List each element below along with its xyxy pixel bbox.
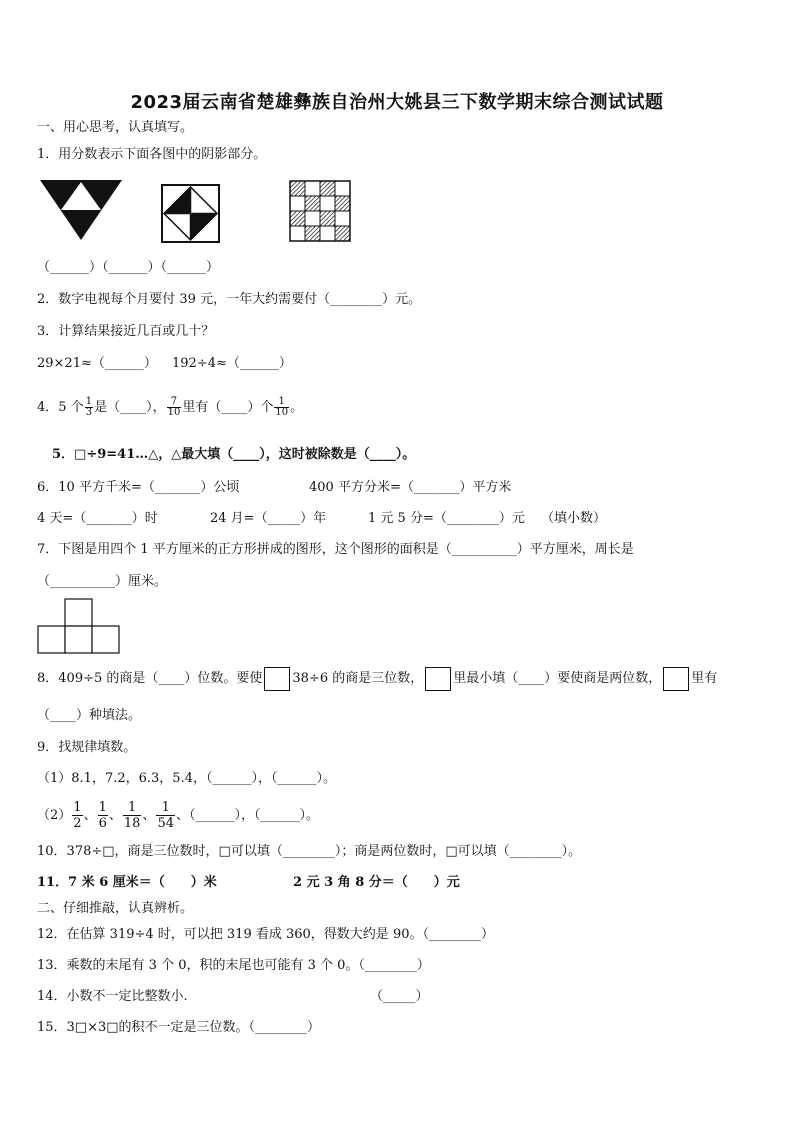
- question-6a: 6．10 平方千米=（_______）公顷: [37, 480, 240, 495]
- question-6b: 400 平方分米=（_______）平方米: [309, 480, 512, 495]
- question-3: 3．计算结果接近几百或几十？: [37, 324, 215, 339]
- question-9-2: （2） $\frac{1}{2}$ 、 $\frac{1}{6}$ 、 $\frac{1}{18}$ 、 $\frac{1}{54}$ 、（______），（______）。: [37, 800, 320, 831]
- question-1: 1．用分数表示下面各图中的阴影部分。: [37, 147, 267, 162]
- question-3b: 192÷4≈（______）: [172, 356, 292, 371]
- question-6c: 4 天=（_______）时: [37, 511, 158, 526]
- question-14-blank[interactable]: （_____）: [370, 989, 429, 1004]
- question-7-line2: （__________）厘米。: [37, 574, 168, 589]
- answer-box[interactable]: [425, 667, 451, 691]
- page-title: 2023届云南省楚雄彝族自治州大姚县三下数学期末综合测试试题: [130, 92, 664, 113]
- question-6d: 24 月=（_____）年: [210, 511, 327, 526]
- question-2: 2．数字电视每个月要付 39 元，一年大约需要付（________）元。: [37, 292, 422, 307]
- question-6e: 1 元 5 分=（________）元: [368, 511, 525, 526]
- question-10: 10．378÷□，商是三位数时，□可以填（________）；商是两位数时，□可以填（________）。: [37, 844, 582, 859]
- question-1-blanks[interactable]: （______）（______）（______）: [37, 260, 220, 275]
- answer-box[interactable]: [663, 667, 689, 691]
- section-2-heading: 二、仔细推敲，认真辨析。: [37, 901, 194, 916]
- question-4: 4．5 个 $\frac{1}{3}$ 是（____）， $\frac{7}{10}$ 里有（____）个 $\frac{1}{10}$ 。: [37, 396, 304, 418]
- question-7-line1: 7．下图是用四个 1 平方厘米的正方形拼成的图形，这个图形的面积是（__________）平方厘米，周长是: [37, 542, 634, 557]
- figure-triangle: [40, 180, 124, 242]
- figure-grid-hatched: [289, 180, 351, 242]
- question-8: 8．409÷5 的商是（____）位数。要使 38÷6 的商是三位数， 里最小填（____）要使商是两位数， 里有: [37, 666, 717, 692]
- question-6-note: （填小数）: [541, 511, 607, 526]
- question-9-1: （1）8.1，7.2，6.3，5.4，（______），（______）。: [37, 771, 336, 786]
- figure-square-triangles: [161, 184, 221, 244]
- figure-four-squares: [37, 598, 121, 656]
- question-3a: 29×21≈（______）: [37, 356, 157, 371]
- question-8-line2: （____）种填法。: [37, 708, 142, 723]
- answer-box[interactable]: [264, 667, 290, 691]
- question-5: 5．□÷9=41…△，△最大填（____），这时被除数是（____）。: [52, 447, 416, 462]
- question-14: 14．小数不一定比整数小.: [37, 989, 188, 1004]
- question-9: 9．找规律填数。: [37, 740, 137, 755]
- question-11b: 2 元 3 角 8 分＝（ ）元: [293, 875, 460, 890]
- question-15: 15．3□×3□的积不一定是三位数。（________）: [37, 1020, 321, 1035]
- question-11a: 11．7 米 6 厘米＝（ ）米: [37, 875, 217, 890]
- question-12: 12．在估算 319÷4 时，可以把 319 看成 360，得数大约是 90。（________）: [37, 927, 494, 942]
- section-1-heading: 一、用心思考，认真填写。: [37, 120, 194, 135]
- question-13: 13．乘数的末尾有 3 个 0，积的末尾也可能有 3 个 0。（________）: [37, 958, 430, 973]
